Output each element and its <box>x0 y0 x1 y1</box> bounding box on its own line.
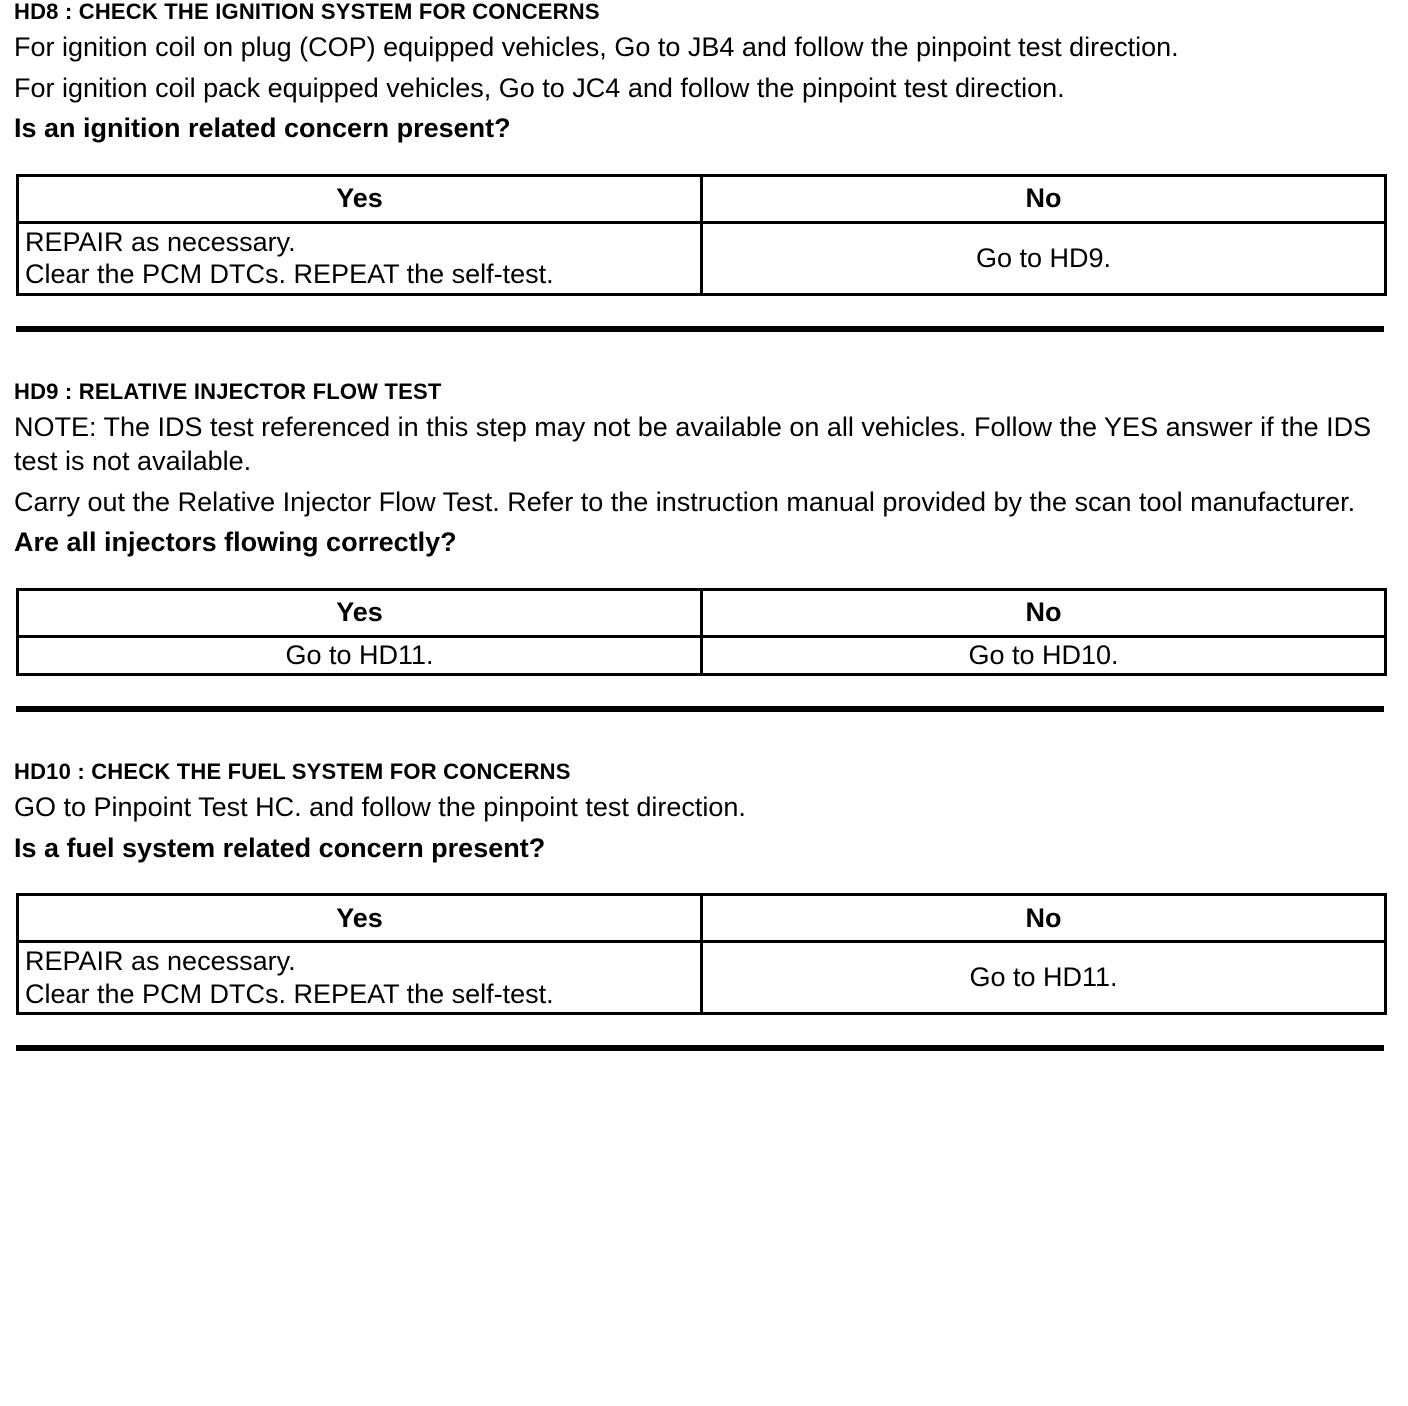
step-question-hd10: Is a fuel system related concern present? <box>14 832 546 863</box>
table-header-row <box>18 895 1386 942</box>
answer-line: Clear the PCM DTCs. REPEAT the self-test. <box>25 259 554 290</box>
table-header-row <box>18 589 1386 636</box>
step-hd8 <box>0 0 1408 296</box>
answer-table-hd8 <box>16 174 1387 296</box>
table-row <box>18 942 1386 1014</box>
answer-cell-no: Go to HD10. <box>702 636 1386 674</box>
answer-table-hd10 <box>16 893 1387 1015</box>
section-divider <box>16 1045 1384 1051</box>
table-row <box>18 222 1386 294</box>
step-title-hd8: HD8 : CHECK THE IGNITION SYSTEM FOR CONCERNS <box>14 0 600 24</box>
answer-line: REPAIR as necessary. <box>25 226 296 257</box>
step-hd9 <box>0 380 1408 676</box>
answer-cell-yes <box>18 222 702 294</box>
step-paragraph: For ignition coil on plug (COP) equipped vehicles, Go to JB4 and follow the pinpoint test direction. <box>14 32 1179 63</box>
spacer <box>0 332 1408 380</box>
column-header-no: No <box>702 175 1386 222</box>
step-title-hd9: HD9 : RELATIVE INJECTOR FLOW TEST <box>14 378 442 404</box>
step-title-hd10: HD10 : CHECK THE FUEL SYSTEM FOR CONCERNS <box>14 758 571 784</box>
step-hd10 <box>0 760 1408 1015</box>
answer-cell-yes: Go to HD11. <box>18 636 702 674</box>
table-header-row <box>18 175 1386 222</box>
answer-cell-yes <box>18 942 702 1014</box>
step-question-hd9: Are all injectors flowing correctly? <box>14 527 457 558</box>
step-paragraph: Carry out the Relative Injector Flow Test. Refer to the instruction manual provided by the scan tool manufacturer. <box>14 486 1356 517</box>
column-header-yes: Yes <box>18 589 702 636</box>
column-header-yes: Yes <box>18 175 702 222</box>
step-paragraph: GO to Pinpoint Test HC. and follow the pinpoint test direction. <box>14 792 746 823</box>
answer-table-hd9 <box>16 588 1387 676</box>
column-header-no: No <box>702 589 1386 636</box>
answer-line: REPAIR as necessary. <box>25 946 296 977</box>
column-header-no: No <box>702 895 1386 942</box>
table-row <box>18 636 1386 674</box>
answer-cell-no: Go to HD11. <box>702 942 1386 1014</box>
step-note: NOTE: The IDS test referenced in this step may not be available on all vehicles. Follow the YES answer if the IDS test is not available. <box>14 411 1372 477</box>
answer-cell-no: Go to HD9. <box>702 222 1386 294</box>
answer-line: Clear the PCM DTCs. REPEAT the self-test. <box>25 978 554 1009</box>
column-header-yes: Yes <box>18 895 702 942</box>
step-paragraph: For ignition coil pack equipped vehicles, Go to JC4 and follow the pinpoint test direction. <box>14 72 1065 103</box>
step-question-hd8: Is an ignition related concern present? <box>14 113 511 144</box>
spacer <box>0 712 1408 760</box>
